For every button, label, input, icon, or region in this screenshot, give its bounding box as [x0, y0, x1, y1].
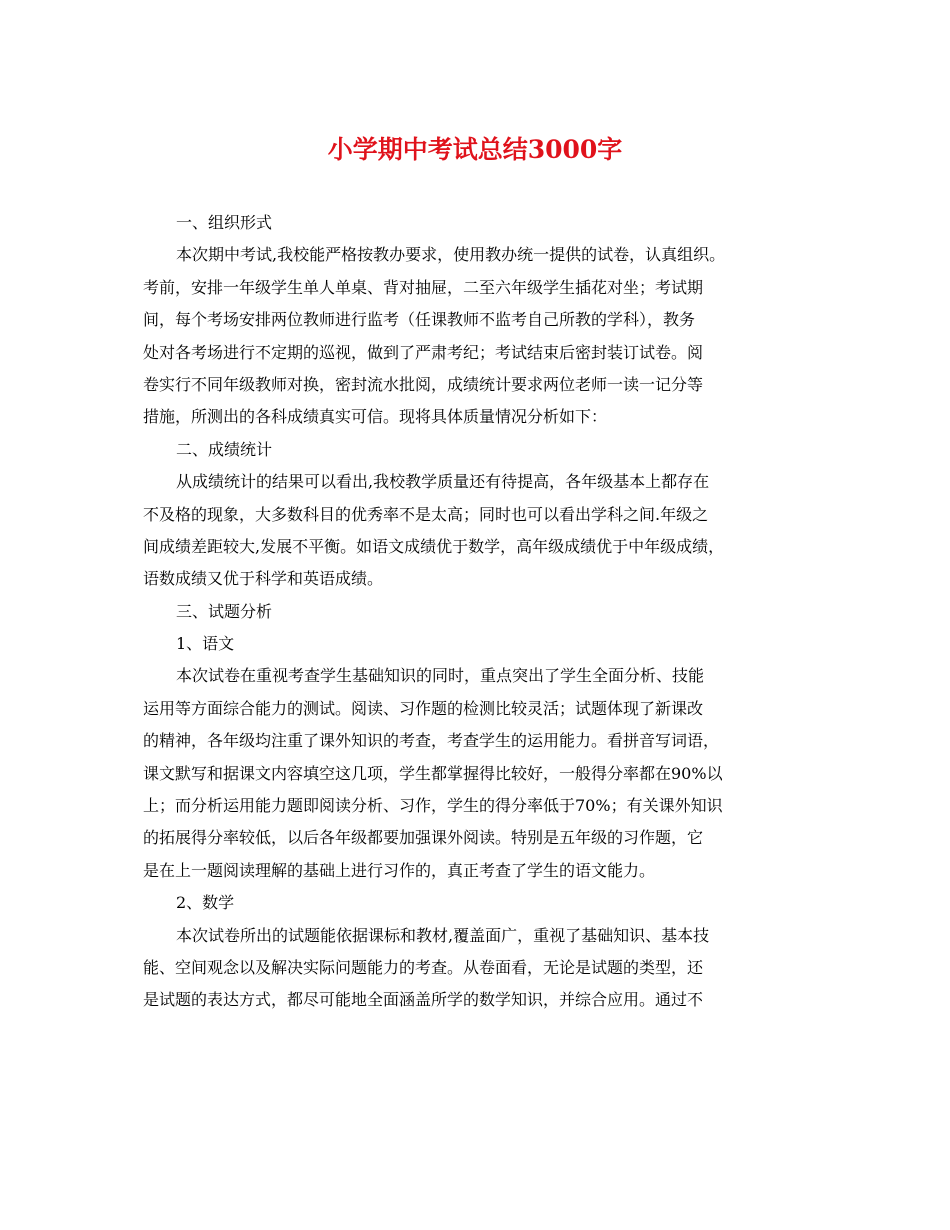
document-body	[143, 207, 823, 1017]
text-line: 课文默写和据课文内容填空这几项，学生都掌握得比较好，一般得分率都在90%以	[143, 763, 723, 783]
text-line: 语数成绩又优于科学和英语成绩。	[143, 569, 384, 589]
text-line: 间，每个考场安排两位教师进行监考（任课教师不监考自己所教的学科），教务	[143, 310, 696, 330]
text-line: 三、试题分析	[176, 601, 273, 621]
text-line: 2、数学	[176, 893, 235, 913]
text-line: 是试题的表达方式，都尽可能地全面涵盖所学的数学知识，并综合应用。通过不	[143, 990, 704, 1010]
text-line: 措施，所测出的各科成绩真实可信。现将具体质量情况分析如下：	[143, 407, 608, 427]
text-line: 从成绩统计的结果可以看出,我校教学质量还有待提高，各年级基本上都存在	[176, 472, 710, 492]
text-line: 本次试卷在重视考查学生基础知识的同时，重点突出了学生全面分析、技能	[176, 666, 705, 686]
document-title: 小学期中考试总结3000字	[327, 135, 623, 164]
text-line: 不及格的现象，大多数科目的优秀率不是太高；同时也可以看出学科之间.年级之	[143, 504, 709, 524]
text-line: 本次期中考试,我校能严格按教办要求，使用教办统一提供的试卷，认真组织。	[176, 245, 726, 265]
text-line: 运用等方面综合能力的测试。阅读、习作题的检测比较灵活；试题体现了新课改	[143, 698, 704, 718]
text-line: 间成绩差距较大,发展不平衡。如语文成绩优于数学，高年级成绩优于中年级成绩，	[143, 536, 725, 556]
text-line: 是在上一题阅读理解的基础上进行习作的，真正考查了学生的语文能力。	[143, 860, 656, 880]
text-line: 卷实行不同年级教师对换，密封流水批阅，成绩统计要求两位老师一读一记分等	[143, 374, 704, 394]
text-line: 二、成绩统计	[176, 439, 273, 459]
text-line: 本次试卷所出的试题能依据课标和教材,覆盖面广，重视了基础知识、基本技	[176, 925, 710, 945]
text-line: 处对各考场进行不定期的巡视，做到了严肃考纪；考试结束后密封装订试卷。阅	[143, 342, 704, 362]
text-line: 的拓展得分率较低，以后各年级都要加强课外阅读。特别是五年级的习作题，它	[143, 828, 704, 848]
text-line: 1、语文	[176, 634, 235, 654]
text-line: 能、空间观念以及解决实际问题能力的考查。从卷面看，无论是试题的类型，还	[143, 957, 704, 977]
text-line: 考前，安排一年级学生单人单桌、背对抽屉，二至六年级学生插花对坐；考试期	[143, 277, 704, 297]
text-line: 的精神，各年级均注重了课外知识的考查，考查学生的运用能力。看拼音写词语，	[143, 731, 720, 751]
text-line: 一、组织形式	[176, 213, 273, 232]
text-line: 上；而分析运用能力题即阅读分析、习作，学生的得分率低于70%；有关课外知识	[143, 796, 723, 816]
